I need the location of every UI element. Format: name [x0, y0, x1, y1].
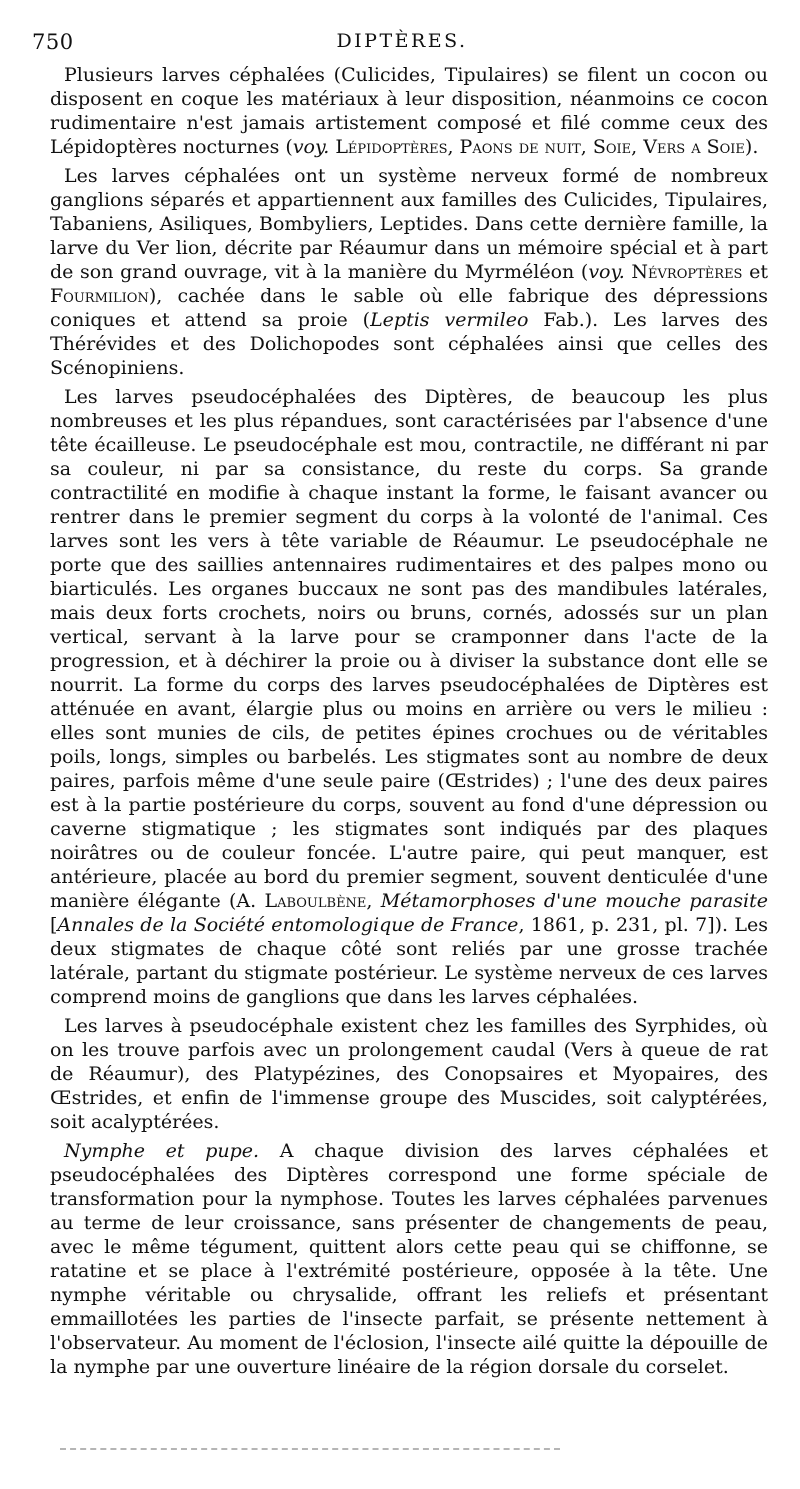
text-segment: Métamorphoses d'une mouche parasite: [380, 890, 768, 912]
paragraph: [50, 164, 768, 380]
running-head-title: DIPTÈRES.: [336, 30, 468, 52]
text-segment: Nymphe et pupe.: [64, 1140, 260, 1162]
text-segment: ,: [366, 890, 381, 912]
text-segment: Fourmilion: [50, 285, 149, 307]
text-segment: Les larves céphalées ont un système nerveux formé de nombreux ganglions séparés et appartiennent aux familles des Culicides, Tipulaires, Tabaniens, Asiliques, Bombyliers, Leptides. Dans cette dernière famille, la larve du Ver lion, décrite par Réaumur dans un mémoire spécial et à part de son grand ouvrage, vit à la manière du Myrméléon (: [50, 165, 768, 283]
text-segment: Névroptères: [631, 261, 743, 283]
text-segment: Fab.). Les larves des Thérévides et des Dolichopodes sont céphalées ainsi que celles des Scénopiniens.: [50, 309, 768, 379]
text-segment: ), cachée dans le sable où elle fabrique des dépressions coniques et attend sa proie (: [50, 285, 768, 331]
body-text: [50, 63, 768, 1384]
page-number: 750: [32, 30, 74, 54]
paragraph: [50, 1139, 768, 1379]
paragraph: [50, 385, 768, 1009]
text-segment: , 1861, p. 231, pl. 7]). Les deux stigmates de chaque côté sont reliés par une grosse trachée latérale, partant du stigmate postérieur. Le système nerveux de ces larves comprend moins de ganglions que dans les larves céphalées.: [50, 914, 768, 1008]
text-segment: Les larves pseudocéphalées des Diptères, de beaucoup les plus nombreuses et les plus répandues, sont caractérisées par l'absence d'une tête écailleuse. Le pseudocéphale est mou, contractile, ne différant ni par sa couleur, ni par sa consistance, du reste du corps. Sa grande contractilité en modifie à chaque instant la forme, le faisant avancer ou rentrer dans le premier segment du corps à la volonté de l'animal. Ces larves sont les vers à tête variable de Réaumur. Le pseudocéphale ne porte que des saillies antennaires rudimentaires et des palpes mono ou biarticulés. Les organes buccaux ne sont pas des mandibules latérales, mais deux forts crochets, noirs ou bruns, cornés, adossés sur un plan vertical, servant à la larve pour se cramponner dans l'acte de la progression, et à déchirer la proie ou à diviser la substance dont elle se nourrit. La forme du corps des larves pseudocéphalées de Diptères est atténuée en avant, élargie plus ou moins en arrière ou vers le milieu : elles sont munies de cils, de petites épines crochues ou de véritables poils, longs, simples ou barbelés. Les stigmates sont au nombre de deux paires, parfois même d'une seule paire (Œstrides) ; l'une des deux paires est à la partie postérieure du corps, souvent au fond d'une dépression ou caverne stigmatique ; les stigmates sont indiqués par des plaques noirâtres ou de couleur foncée. L'autre paire, qui peut manquer, est antérieure, placée au bord du premier segment, souvent denticulée d'une manière élégante (: [50, 386, 768, 912]
page-header: [32, 30, 772, 60]
text-segment: Lépidoptères, Paons de nuit, Soie, Vers a Soie: [335, 136, 745, 158]
text-segment: et: [742, 261, 768, 283]
text-segment: Les larves à pseudocéphale existent chez les familles des Syrphides, où on les trouve parfois avec un prolongement caudal (Vers à queue de rat de Réaumur), des Platypézines, des Conopsaires et Myopaires, des Œstrides, et enfin de l'immense groupe des Muscides, soit calyptérées, soit acalyptérées.: [50, 1015, 768, 1133]
footer-rule: [60, 1448, 560, 1450]
text-segment: Annales de la Société entomologique de France: [57, 914, 519, 936]
text-segment: Leptis vermileo: [370, 309, 529, 331]
text-segment: A. Laboulbène: [236, 890, 367, 912]
paragraph: [50, 63, 768, 159]
text-segment: ).: [744, 136, 759, 158]
text-segment: voy.: [292, 136, 330, 158]
text-segment: [: [50, 914, 58, 936]
text-segment: A chaque division des larves céphalées et pseudocéphalées des Diptères correspond une forme spéciale de transformation pour la nymphose. Toutes les larves céphalées parvenues au terme de leur croissance, sans présenter de changements de peau, avec le même tégument, quittent alors cette peau qui se chiffonne, se ratatine et se place à l'extrémité postérieure, opposée à la tête. Une nymphe véritable ou chrysalide, offrant les reliefs et présentant emmaillotées les parties de l'insecte parfait, se présente nettement à l'observateur. Au moment de l'éclosion, l'insecte ailé quitte la dépouille de la nymphe par une ouverture linéaire de la région dorsale du corselet.: [50, 1140, 768, 1378]
paragraph: [50, 1014, 768, 1134]
text-segment: Plusieurs larves céphalées (Culicides, Tipulaires) se filent un cocon ou disposent en coque les matériaux à leur disposition, néanmoins ce cocon rudimentaire n'est jamais artistement composé et filé comme ceux des Lépidoptères nocturnes (: [50, 64, 768, 158]
text-segment: voy.: [588, 261, 625, 283]
